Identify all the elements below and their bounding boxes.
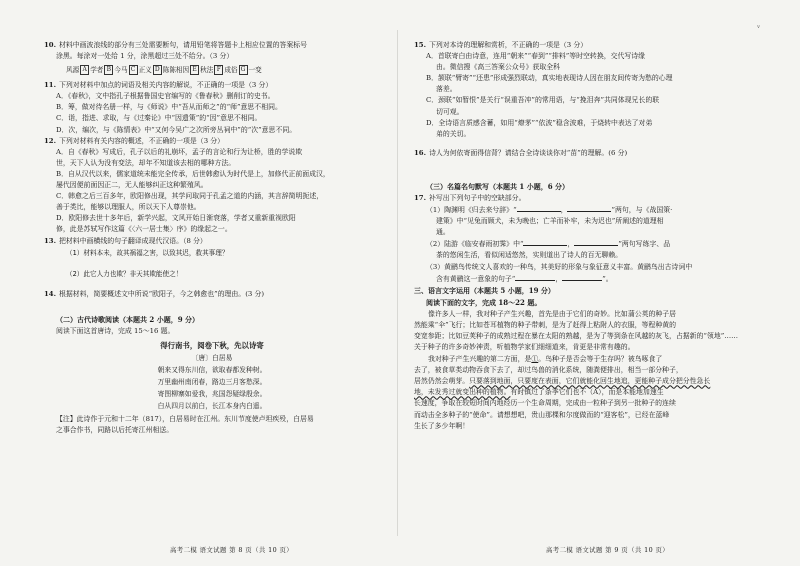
reading-para-1-1: 像许多人一样，我对种子产生兴趣，首先是由于它们的奇妙。比如蒲公英的种子居 — [428, 309, 677, 318]
q17-text: ， — [567, 240, 575, 249]
q17-text: ”两句，与《战国策· — [611, 206, 673, 215]
answer-space[interactable] — [44, 260, 380, 268]
q15-option-a-1: A．首联寄白由诗意，连用“朝来”“春到”“排料”等时空转换，交代写诗缘 — [426, 52, 646, 61]
reading-underlined-text: 地，未发秀过就变出种的植物。 — [414, 388, 511, 397]
page-footer-right: 高考二模 语文试题 第 9 页（共 10 页） — [546, 546, 670, 554]
poem-line: 万里幽州南闭春，路边三月客愁深。 — [157, 377, 267, 386]
reading-text: 有时镇过了条季它们也不（ — [510, 388, 594, 397]
reading-para-2-2: 去了，被食草类动物吞食下去了，却过鸟兽的消化系统，随粪便排出，相当一部分种子， — [414, 366, 683, 375]
q17-stem-text: 补写出下列句子中的空缺部分。 — [429, 193, 526, 202]
answer-space[interactable] — [44, 281, 380, 289]
q14-number: 14. — [44, 289, 56, 298]
q17-item-3: （3）黄鹂鸟传统文人喜欢的一种鸟，其美好的形象与象征意义丰富。黄鹂鸟出古诗词中 — [426, 262, 693, 271]
q17-item-1 — [414, 204, 766, 216]
poem-note-2: 之事合作书，同路以后托寄江州相送。 — [56, 425, 174, 434]
recitation-section-heading: （三）名篇名句默写（本题共 1 小题，6 分） — [426, 181, 570, 191]
reading-text: 居然仍然会萌芽。 — [414, 377, 470, 386]
q12-stem-text: 下列对材料有关内容的概述，不正确的一项是（3 分） — [59, 136, 225, 145]
poem-line: 寄图柳寨如爱我，兆国怨疑绿殷余。 — [157, 389, 267, 398]
fill-blank[interactable] — [562, 273, 602, 281]
reading-para-1-2: 然能乘“伞”飞行；比如苍耳植物的种子带刺，是为了赶得上粘附人的衣服，等程种黄的 — [414, 321, 676, 330]
poem-line: 白从四月以前白，长江本身内白遥。 — [157, 401, 267, 410]
reading-para-2-7: 生长了多少年啊！ — [414, 421, 470, 430]
q17-item-2-cont: 茶的悠闲生活，看似闲适悠然，实则道出了诗人的百无聊赖。 — [436, 251, 623, 260]
q15-stem — [414, 40, 766, 51]
chain-text: 风源 — [66, 66, 80, 75]
q14-stem-text: 根据材料，简要概述文中所说“欧阳子，今之韩愈也”的理由。(3 分) — [59, 289, 265, 298]
q15-option-d-2: 弟的关切。 — [436, 129, 471, 138]
q17-item-3-cont — [414, 273, 766, 285]
q15-option-b-2: 落差。 — [436, 85, 457, 94]
q17-text: ， — [560, 206, 568, 215]
poem-title: 得行南书，阅卷下秋，先以诗寄 — [160, 340, 264, 350]
q17-item-1-cont: 建策》中“见兔而顾犬，未为晚也；亡羊而补牢，未为迟也”所阐述的道理相 — [436, 217, 664, 226]
reading-para-1-3: 变宽参距；比如豆荚种子的成熟过程在暴在太阳的熟越，是为了等到条在风越的灰飞，占据新的“领地”…… — [414, 332, 739, 341]
reading-underlined-text: 只要落到地面，只要度在表面，它们就能化回生地追，更能种子成分把分性急长 — [469, 377, 711, 386]
q12-stem — [44, 136, 380, 147]
q10-line2: 涂黑。每涂对一处给 1 分，涂黑超过三处不给分。（3 分） — [56, 52, 234, 61]
q11-stem — [44, 80, 380, 91]
page-footer-left: 高考二模 语文试题 第 8 页（共 10 页） — [170, 546, 294, 554]
chain-text: 陈陈相因 — [162, 66, 190, 75]
q12-option-d-2: 修，此是苏轼写作这篇《〈六一居士集〉序》的缘起之一。 — [56, 225, 232, 234]
fill-blank[interactable] — [567, 204, 611, 212]
chain-text: 成俗 — [224, 66, 238, 75]
poem-line: 朝来又得东川信，欲取春都发种树。 — [157, 365, 267, 374]
reading-para-2-4 — [414, 387, 766, 398]
q17-text: ， — [555, 274, 563, 283]
right-page — [414, 40, 766, 534]
spacer — [414, 140, 766, 148]
q10-stem: 材料中画波浪线的部分有三处需要断句，请用铅笔将答题卡上相应位置的答案标号 — [59, 41, 308, 49]
q16-stem — [414, 148, 766, 159]
q17-text: 含有黄鹂这一意象的句子“ — [436, 274, 516, 283]
q14-stem — [44, 289, 380, 300]
q11-stem-text: 下列对材料中加点的词语及相关内容的解说，不正确的一项是（3 分） — [59, 81, 273, 90]
q12-option-c-2: 善于类比，能够以理服人，所以天下人尊崇他。 — [56, 203, 201, 212]
q13-sentence-2: （2）此它人力也欺？非天其欺能使之！ — [66, 269, 183, 278]
q13-sentence-1: （1）材料本未，故其祸福之害，以致其迟，救其事理？ — [66, 248, 229, 257]
q17-item-1-end: 通。 — [436, 228, 450, 237]
q16-stem-text: 诗人为何依寄面得信背？请结合全诗谈谈你对“苗”的理解。(6 分) — [429, 148, 628, 157]
q11-option-b: B．筹，做对待名册一样，与《师说》中“吾从而师之”的“师”意思不相同。 — [56, 103, 282, 112]
chain-text: 一变 — [248, 66, 262, 75]
answer-box-g[interactable]: G — [239, 65, 248, 75]
reading-text: ），而是本能地加速生 — [598, 388, 664, 397]
q17-text: ”。 — [602, 274, 613, 283]
reading-para-1-4: 关于种子的许多奇妙神责，听植物学家们细细道来，肯更是非常有趣的。 — [414, 343, 635, 352]
q12-option-b-2: 屡代因便前面因正二，无人能够纠正这种繁殖风。 — [56, 181, 208, 190]
q17-stem — [414, 193, 766, 204]
q16-number: 16. — [414, 148, 426, 157]
q12-number: 12. — [44, 136, 56, 145]
q12-option-d-1: D．欧阳修去世十多年后，新学兴起，文风开始日渐衰落，学者又重新重视欧阳 — [56, 214, 296, 223]
chain-text: 学者 — [90, 66, 104, 75]
fill-blank[interactable] — [515, 273, 555, 281]
answer-box-b[interactable]: B — [104, 65, 113, 75]
poem-author: 〔唐〕白居易 — [191, 353, 233, 362]
q17-text: ”两句写练字、品 — [618, 240, 671, 249]
reading-para-2-6: 而动击全多种子的“使命”。请想想吧，贵山那棵和尔度做而的“迎客松”，已经在蓝峰 — [414, 410, 670, 419]
q17-item-2 — [414, 238, 766, 250]
poetry-intro: 阅读下面这首唐诗，完成 15～16 题。 — [56, 326, 175, 335]
chain-text: 正义 — [138, 66, 152, 75]
reading-para-2-3 — [414, 376, 766, 387]
fill-blank[interactable] — [574, 238, 618, 246]
q17-text: （1）陶渊明《归去来兮辞》“ — [426, 206, 517, 215]
reading-para-2-5: 长速度，争取在较短时间内地经历一个生命周期，完成由一粒种子到另一批种子的连续 — [414, 399, 676, 408]
q15-number: 15. — [414, 41, 426, 49]
answer-box-d[interactable]: D — [153, 65, 162, 75]
q15-option-c-2: 切可观。 — [436, 107, 464, 116]
answer-space[interactable] — [44, 300, 380, 314]
answer-box-f[interactable]: F — [214, 65, 223, 75]
answer-box-e[interactable]: E — [190, 65, 199, 75]
q13-stem-text: 把材料中画横线的句子翻译成现代汉语。（8 分） — [59, 236, 207, 245]
q10-answer-chain — [44, 64, 380, 77]
q15-option-b-1: B．颔联“臂寄”“还患”形成强烈联动，真实地表现诗人因在朋友间传寄为愁的心理 — [426, 74, 673, 83]
reading-text: 我对种子产生兴趣的第二方面，是 — [428, 354, 532, 363]
q12-option-a-2: 世，天下人认为没有变法，却年不知道该去相的哪种方法。 — [56, 158, 236, 167]
q10-line1 — [44, 40, 380, 51]
q15-stem-text: 下列对本诗的理解和赏析，不正确的一项是（3 分） — [429, 41, 588, 49]
q15-option-c-1: C．颈联“如暂恨”是关行“误重吾冲”的常用语，与“挽泪奔”共同体现兄长的联 — [426, 96, 660, 105]
reading-instruction: 阅读下面的文字，完成 18～22 题。 — [426, 297, 542, 307]
reading-para-2-1 — [414, 354, 766, 366]
q15-option-d-1: D．全诗语言质感含蓄，如用“燎茅”“依波”稳含波难，于烧转中表达了对弟 — [426, 118, 653, 127]
q11-option-d: D．次，编次，与《陈情表》中“又何今吴广之次所旁丛祠中”的“次”意思不同。 — [56, 125, 297, 134]
poem-note-1: 【注】此诗作于元和十二年（817），白居易时在江州。东川节度使卢坦疾殁，白居易 — [56, 414, 314, 423]
q13-stem — [44, 236, 380, 247]
answer-box-a[interactable]: A — [80, 65, 89, 75]
q11-option-c: C．诣，指进、求取，与《过秦论》中“因遗策”的“因”意思不相同。 — [56, 114, 262, 123]
poetry-section-heading: （二）古代诗歌阅读（本题共 2 小题，9 分） — [56, 314, 200, 324]
chain-text: 今马 — [114, 66, 128, 75]
page-gutter — [397, 30, 398, 536]
q13-number: 13. — [44, 236, 56, 245]
language-section-heading: 三、语言文字运用（本题共 5 小题，19 分） — [414, 285, 555, 295]
q15-option-a-2: 由。微信搜《高三答案公众号》获取全科 — [436, 63, 561, 72]
q10-number: 10. — [44, 41, 56, 49]
q12-option-b-1: B．自从汉代以来，儒家道统未能完全传承，后世韩愈认为时代是上，加修代正前面成汉， — [56, 169, 330, 178]
q11-option-a: A．《春秋》，文中指孔子根据鲁国史官编写的《鲁春秋》删削订的史书。 — [56, 92, 275, 101]
left-page — [44, 40, 380, 534]
blank-marker-a: A — [593, 388, 599, 397]
answer-space[interactable] — [414, 173, 766, 181]
reading-text: 。鸟种子是否会等于生存吗？被鸟啄食了 — [538, 354, 663, 363]
blank-marker-1: ① — [531, 354, 539, 363]
q12-option-c-1: C．韩愈之后三百多年，欧阳修出现，其学问取同于孔孟之道的内涵，其言辞简明扼述， — [56, 192, 324, 201]
chain-text: 秋法 — [200, 66, 214, 75]
q11-number: 11. — [44, 81, 56, 90]
corner-mark: v — [757, 24, 760, 30]
q17-text: （2）陆游《临安春雨初霁》中“ — [426, 240, 524, 249]
fill-blank[interactable] — [523, 238, 567, 246]
q12-option-a-1: A．自《春秋》写成后，孔子以后的礼崩坏，孟子的言论和行为让桥，胜的学说欺 — [56, 147, 303, 156]
answer-space[interactable] — [414, 159, 766, 173]
q17-number: 17. — [414, 193, 426, 202]
answer-box-c[interactable]: C — [129, 65, 138, 75]
fill-blank[interactable] — [517, 204, 561, 212]
